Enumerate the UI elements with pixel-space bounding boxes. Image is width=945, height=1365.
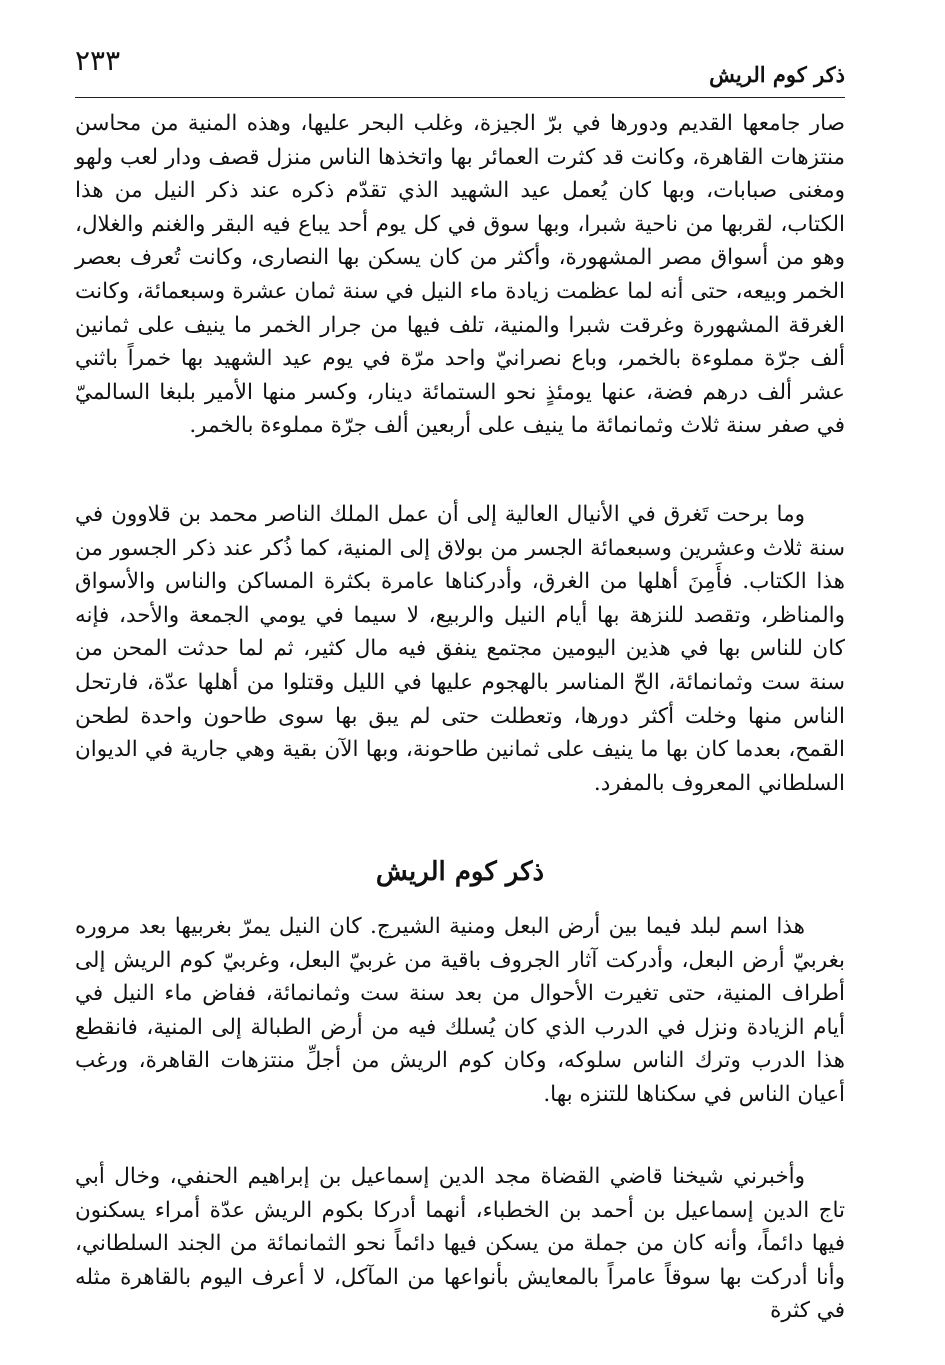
section-title: ذكر كوم الريش — [375, 857, 545, 887]
running-head: ذكر كوم الريش — [709, 62, 845, 87]
paragraph-3 — [75, 910, 845, 1112]
paragraph-text: هذا اسم لبلد فيما بين أرض البعل ومنية الشيرج. كان النيل يمرّ بغربيها بعد مروره بغربيّ أرض البعل، وأدركت آثار الجروف باقية من غربيّ البعل، وغربيّ كوم الريش إلى أطراف المنية، حتى تغيرت الأحوال من بعد سنة ست وثمانمائة، ففاض ماء النيل في أيام الزيادة ونزل في الدرب الذي كان يُسلك فيه من أرض الطبالة إلى المنية، فانقطع هذا الدرب وترك الناس سلوكه، وكان كوم الريش من أجلِّ منتزهات القاهرة، ورغب أعيان الناس في سكناها للتنزه بها. — [75, 914, 845, 1107]
paragraph-text: وما برحت تَغرق في الأنيال العالية إلى أن عمل الملك الناصر محمد بن قلاوون في سنة ثلاث وعشرين وسبعمائة الجسر من بولاق إلى المنية، كما ذُكر عند ذكر الجسور من هذا الكتاب. فأَمِنَ أهلها من الغرق، وأدركناها عامرة بكثرة المساكن والناس والأسواق والمناظر، وتقصد للنزهة بها أيام النيل والربيع، لا سيما في يومي الجمعة والأحد، فإنه كان للناس بها في هذين اليومين مجتمع ينفق فيه مال كثير، ثم لما حدثت المحن من سنة ست وثمانمائة، الحّ المناسر بالهجوم عليها في الليل وقتلوا من أهلها عدّة، فارتحل الناس منها وخلت أكثر دورها، وتعطلت حتى لم يبق بها سوى طاحون واحدة لطحن القمح، بعدما كان بها ما ينيف على ثمانين طاحونة، وبها الآن بقية وهي جارية في الديوان السلطاني المعروف بالمفرد. — [75, 502, 845, 796]
paragraph-text: وأخبرني شيخنا قاضي القضاة مجد الدين إسماعيل بن إبراهيم الحنفي، وخال أبي تاج الدين إسماعيل بن أحمد بن الخطباء، أنهما أدركا بكوم الريش عدّة أمراء يسكنون فيها دائماً، وأنه كان من جملة من يسكن فيها دائماً نحو الثمانمائة من الجند السلطاني، وأنا أدركت بها سوقاً عامراً بالمعايش بأنواعها من المآكل، لا أعرف اليوم بالقاهرة مثله في كثرة — [75, 1164, 845, 1324]
paragraph-text: صار جامعها القديم ودورها في برّ الجيزة، وغلب البحر عليها، وهذه المنية من محاسن منتزهات القاهرة، وكانت قد كثرت العمائر بها واتخذها الناس منزل قصف ودار لعب ولهو ومغنى صبابات، وبها كان يُعمل عيد الشهيد الذي تقدّم ذكره عند ذكر النيل من هذا الكتاب، لقربها من ناحية شبرا، وبها سوق في كل يوم أحد يباع فيه البقر والغنم والغلال، وهو من أسواق مصر المشهورة، وأكثر من كان يسكن بها النصارى، وكانت تُعرف بعصر الخمر وبيعه، حتى أنه لما عظمت زيادة ماء النيل في سنة ثمان عشرة وسبعمائة، وكانت الغرقة المشهورة وغرقت شبرا والمنية، تلف فيها من جرار الخمر ما ينيف على ثمانين ألف جرّة مملوءة بالخمر، وباع نصرانيّ واحد مرّة في يوم عيد الشهيد بها خمراً باثني عشر ألف درهم فضة، عنها يومئذٍ نحو الستمائة دينار، وكسر منها الأمير بلبغا السالميّ في صفر سنة ثلاث وثمانمائة ما ينيف على أربعين ألف جرّة مملوءة بالخمر. — [75, 111, 845, 439]
page-number: ٢٣٣ — [75, 44, 121, 77]
page-header — [75, 40, 845, 98]
paragraph-4 — [75, 1160, 845, 1328]
paragraph-2 — [75, 498, 845, 800]
paragraph-1 — [75, 107, 845, 443]
header-rule — [75, 97, 845, 98]
